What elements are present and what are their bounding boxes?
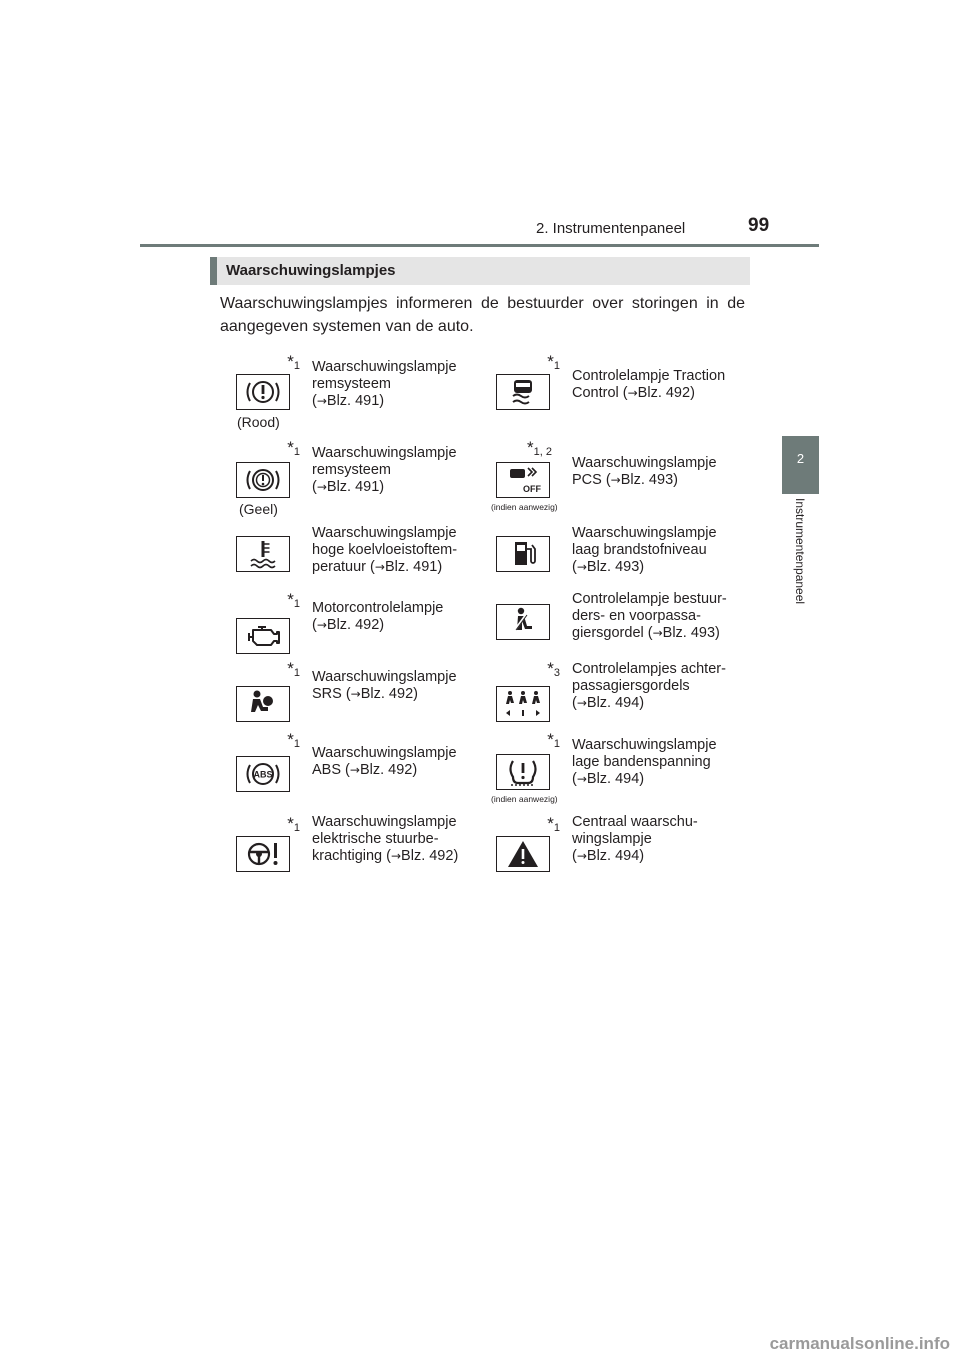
- lamp-item: [210, 812, 470, 892]
- section-accent: [210, 257, 217, 285]
- footnote-mark: $*_1$: [287, 438, 300, 458]
- lamp-description: Waarschuwingslampje laag brandstofniveau (→Blz. 493): [572, 525, 717, 575]
- footnote-mark: $*_1$: [287, 814, 300, 834]
- footnote-mark: $*_3$: [547, 659, 560, 679]
- lamp-description: Controlelampjes achter- passagiersgordels (→Blz. 494): [572, 661, 726, 711]
- header-chapter: 2. Instrumentenpaneel: [536, 220, 686, 237]
- page-number: 99: [748, 215, 770, 236]
- chapter-tab-label: Instrumentenpaneel: [793, 498, 807, 605]
- lamp-description: Controlelampje Traction Control (→Blz. 492): [572, 368, 726, 401]
- footnote-mark: $*_1$: [287, 352, 300, 372]
- lamp-description: Waarschuwingslampje elektrische stuurbe- krachtiging (→Blz. 492): [312, 814, 459, 864]
- footnote-mark: $*_1$: [287, 659, 300, 679]
- section-title: Waarschuwingslampjes: [226, 262, 396, 279]
- header-rule: [140, 244, 819, 247]
- footnote-mark: $*_1$: [547, 730, 560, 750]
- lamp-item: [470, 812, 730, 892]
- lamp-item: [210, 436, 470, 516]
- lamp-description: Waarschuwingslampje remsysteem (→Blz. 491): [312, 445, 457, 495]
- tire-pressure-icon: [496, 754, 550, 790]
- abs-icon: [236, 756, 290, 792]
- lamp-description: Waarschuwingslampje PCS (→Blz. 493): [572, 455, 717, 488]
- lamp-item: [470, 657, 730, 737]
- intro-paragraph: Waarschuwingslampjes informeren de bestuurder over storingen in de aangegeven systemen van de auto.: [220, 295, 745, 335]
- lamp-item: [210, 588, 470, 668]
- availability-note: (indien aanwezig): [491, 794, 558, 804]
- availability-note: (indien aanwezig): [491, 502, 558, 512]
- lamp-description: Waarschuwingslampje ABS (→Blz. 492): [312, 745, 457, 778]
- lamp-description: Waarschuwingslampje remsysteem (→Blz. 491): [312, 359, 457, 409]
- color-note: (Rood): [237, 414, 280, 430]
- brake-red-icon: [236, 374, 290, 410]
- pcs-off-icon: [496, 462, 550, 498]
- lamp-item: [210, 657, 470, 737]
- lamp-description: Waarschuwingslampje SRS (→Blz. 492): [312, 669, 457, 702]
- rear-seatbelts-icon: [496, 686, 550, 722]
- srs-airbag-icon: [236, 686, 290, 722]
- svg-text:ABS: ABS: [253, 769, 273, 780]
- chapter-tab[interactable]: 2: [782, 436, 819, 494]
- brake-yellow-icon: [236, 462, 290, 498]
- lamp-item: [210, 350, 470, 430]
- svg-text:OFF: OFF: [523, 484, 541, 494]
- lamp-description: Motorcontrolelampje (→Blz. 492): [312, 600, 444, 633]
- lamp-item: [470, 436, 730, 516]
- lamp-item: [470, 350, 730, 430]
- power-steering-icon: [236, 836, 290, 872]
- engine-icon: [236, 618, 290, 654]
- traction-control-icon: [496, 374, 550, 410]
- lamp-description: Waarschuwingslampje lage bandenspanning (→Blz. 494): [572, 737, 717, 787]
- section-heading: [210, 257, 750, 285]
- fuel-pump-icon: [496, 536, 550, 572]
- coolant-temperature-icon: [236, 536, 290, 572]
- lamp-description: Controlelampje bestuur- ders- en voorpassa- giersgordel (→Blz. 493): [572, 591, 727, 641]
- lamp-description: Waarschuwingslampje hoge koelvloeistoftem- peratuur (→Blz. 491): [312, 525, 458, 575]
- footnote-mark: $*_1$: [547, 352, 560, 372]
- footnote-mark: $*_1$: [287, 590, 300, 610]
- footnote-mark: $*_1$: [287, 730, 300, 750]
- lamp-item: [210, 728, 470, 808]
- watermark: carmanualsonline.info: [769, 1334, 950, 1353]
- lamp-item: [470, 588, 730, 668]
- footnote-mark: $*_1$: [547, 814, 560, 834]
- master-warning-icon: [496, 836, 550, 872]
- seatbelt-icon: [496, 604, 550, 640]
- lamp-item: [470, 728, 730, 808]
- color-note: (Geel): [239, 501, 278, 517]
- footnote-mark: $*_{1, 2}$: [527, 438, 552, 458]
- lamp-description: Centraal waarschu- wingslampje (→Blz. 494): [572, 814, 698, 864]
